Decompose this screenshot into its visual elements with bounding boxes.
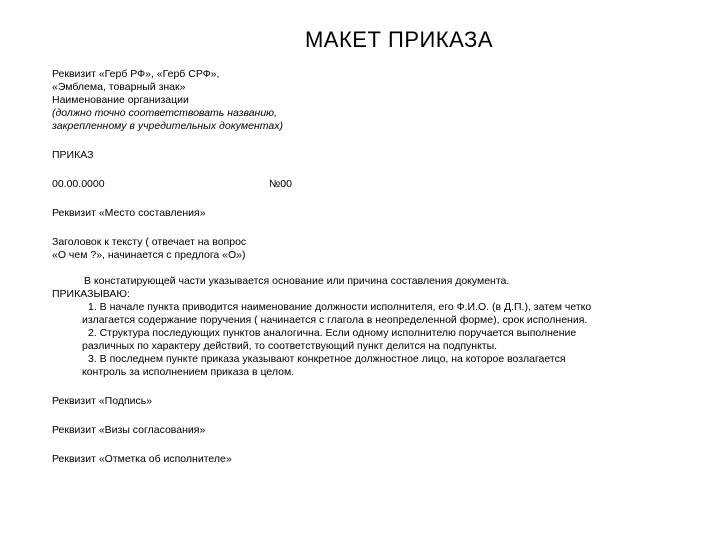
heading-hint-line1: Заголовок к тексту ( отвечает на вопрос [52,236,247,248]
executor-requisite: Реквизит «Отметка об исполнителе» [52,453,232,465]
signature-requisite: Реквизит «Подпись» [52,395,153,407]
item2-line2: различных по характеру действий, то соответствующий пункт делится на подпункты. [82,340,498,352]
heading-hint-line2: «О чем ?», начинается с предлога «О») [52,249,246,261]
doc-type: ПРИКАЗ [52,149,94,161]
statement-line: В констатирующей части указывается основание или причина составления документа. [84,275,510,287]
place-requisite: Реквизит «Место составления» [52,207,206,219]
date-number-row [52,178,692,191]
item3-line2: контроль за исполнением приказа в целом. [82,366,295,378]
page-title: МАКЕТ ПРИКАЗА [304,27,494,52]
header-note-line1: (должно точно соответствовать названию, [52,107,277,119]
header-note-line2: закрепленному в учредительных документах) [52,120,283,132]
document-body [52,68,692,466]
header-line-organization: Наименование организации [52,94,189,106]
doc-date: 00.00.0000 [52,178,105,190]
doc-number: №00 [269,178,292,190]
header-line-trademark: «Эмблема, товарный знак» [52,81,186,93]
item1-line1: 1. В начале пункта приводится наименование должности исполнителя, его Ф.И.О. (в Д.П.), затем четко [88,301,592,313]
header-line-emblem: Реквизит «Герб РФ», «Герб СРФ», [52,68,220,80]
item3-line1: 3. В последнем пункте приказа указывают конкретное должностное лицо, на которое возлагается [88,353,566,365]
order-word: ПРИКАЗЫВАЮ: [52,288,130,300]
item2-line1: 2. Структура последующих пунктов аналогична. Если одному исполнителю поручается выполнение [88,327,577,339]
item1-line2: излагается содержание поручения ( начинается с глагола в неопределенной форме), срок исполнения. [82,314,588,326]
approvals-requisite: Реквизит «Визы согласования» [52,424,206,436]
